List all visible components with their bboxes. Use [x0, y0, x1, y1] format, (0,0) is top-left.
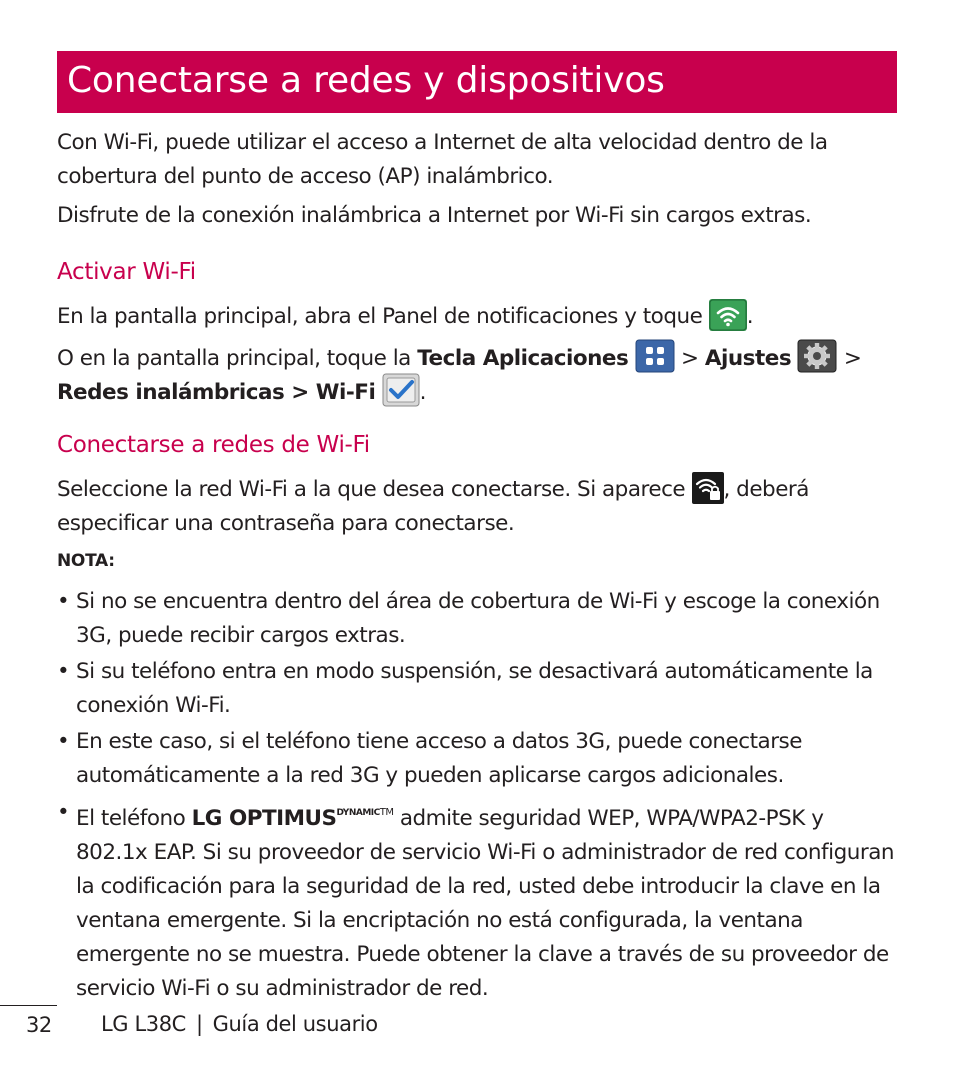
activate-line3-period: . — [419, 380, 427, 405]
note-item-3 — [57, 725, 897, 793]
intro-paragraph-2: Disfrute de la conexión inalámbrica a Internet por Wi-Fi sin cargos extras. — [57, 203, 812, 228]
note-item-text: En este caso, si el teléfono tiene acceso a datos 3G, puede conectarse automáticamente a la red 3G y pueden aplicarse cargos adicionales. — [76, 729, 802, 788]
note-item-1 — [57, 585, 897, 653]
activate-instruction-3 — [57, 373, 895, 410]
note-item-2 — [57, 655, 897, 723]
trademark-mark: TM — [379, 807, 394, 818]
note-item-text: Si no se encuentra dentro del área de cobertura de Wi-Fi y escoge la conexión 3G, puede recibir cargos extras. — [76, 589, 880, 648]
bullet-dot: • — [57, 800, 70, 825]
page-number: 32 — [26, 1013, 52, 1037]
bullet-dot: • — [57, 589, 70, 614]
path-separator-1: > — [680, 346, 699, 371]
wifi-lock-icon — [692, 472, 724, 504]
footer-guide-title — [101, 1012, 378, 1036]
activate-instruction-1 — [57, 299, 895, 334]
activate-line1-text: En la pantalla principal, abra el Panel de notificaciones y toque — [57, 304, 703, 329]
connect-text-2: , deberá especificar una contraseña para conectarse. — [57, 477, 809, 536]
note-item-4-prefix: El teléfono — [76, 806, 186, 831]
section-heading-connect: Conectarse a redes de Wi-Fi — [57, 432, 370, 458]
footer-model: LG L38C — [101, 1012, 186, 1036]
page-title: Conectarse a redes y dispositivos — [67, 60, 665, 101]
intro-paragraph-1: Con Wi-Fi, puede utilizar el acceso a Internet de alta velocidad dentro de la cobertura del punto de acceso (AP) inalámbrico. — [57, 130, 828, 189]
activate-instruction-2 — [57, 339, 895, 376]
bullet-dot: • — [57, 659, 70, 684]
footer-separator: | — [195, 1012, 203, 1036]
brand-name — [192, 806, 380, 831]
connect-instruction — [57, 472, 895, 541]
title-banner — [57, 51, 897, 113]
note-item-4-rest: admite seguridad WEP, WPA/WPA2-PSK y 802.1x EAP. Si su proveedor de servicio Wi-Fi o administrador de red configuran la codificación para la seguridad de la red, usted debe introducir la clave en la ventana emergente. Si la encriptación no está configurada, la ventana emergente no se muestra. Puede obtener la clave a través de su proveedor de servicio Wi-Fi o su administrador de red. — [76, 806, 895, 1001]
footer-divider — [0, 1005, 57, 1006]
activate-line2-text: O en la pantalla principal, toque la — [57, 346, 411, 371]
wifi-path-label: Redes inalámbricas > Wi-Fi — [57, 380, 376, 405]
apps-key-label: Tecla Aplicaciones — [417, 346, 629, 371]
checkbox-checked-icon — [382, 373, 420, 407]
settings-gear-icon — [797, 339, 837, 373]
bullet-dot: • — [57, 729, 70, 754]
brand-superscript: DYNAMIC — [336, 808, 380, 818]
footer-guide: Guía del usuario — [212, 1012, 378, 1036]
settings-label: Ajustes — [704, 346, 792, 371]
path-separator-2: > — [843, 346, 862, 371]
brand-main: LG OPTIMUS — [191, 806, 337, 831]
apps-grid-icon — [635, 339, 675, 373]
section-heading-activate: Activar Wi-Fi — [57, 259, 196, 285]
note-item-text: Si su teléfono entra en modo suspensión, se desactivará automáticamente la conexión Wi-Fi. — [76, 659, 873, 718]
wifi-toggle-icon — [709, 299, 747, 331]
connect-text-1: Seleccione la red Wi-Fi a la que desea conectarse. Si aparece — [57, 477, 686, 502]
note-item-4 — [57, 796, 897, 1006]
note-item-text — [76, 796, 897, 1006]
note-label: NOTA: — [57, 551, 115, 571]
activate-line1-period: . — [746, 304, 754, 329]
